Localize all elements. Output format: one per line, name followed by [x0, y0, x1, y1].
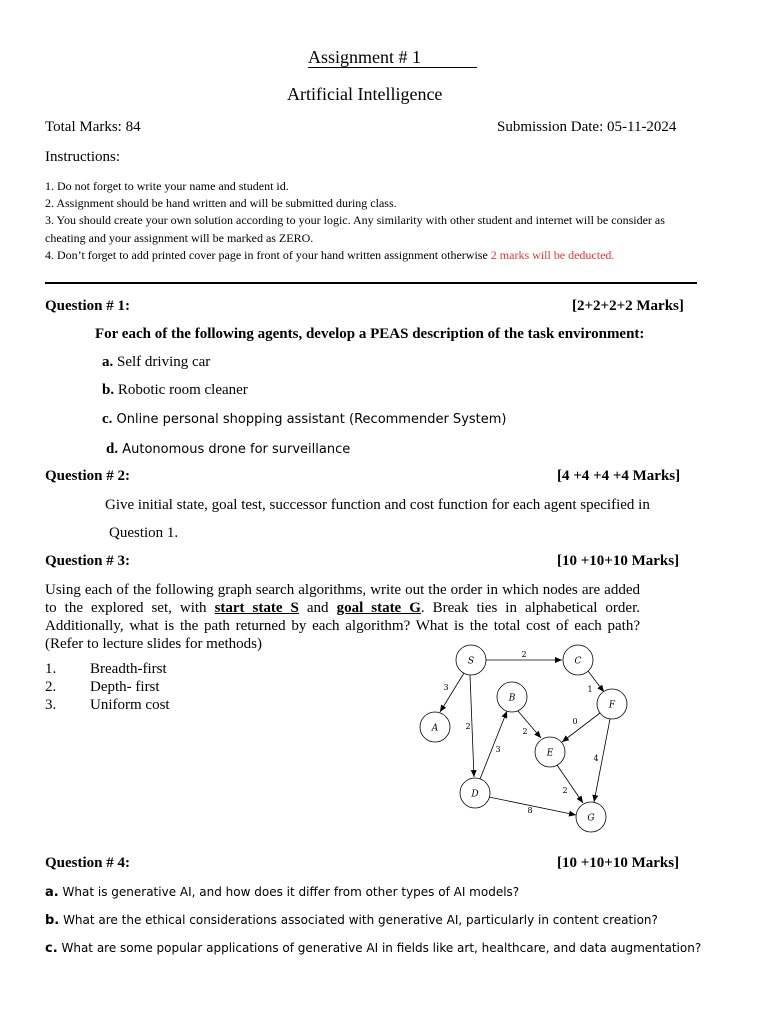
q1-item-d-text: Autonomous drone for surveillance — [118, 442, 351, 457]
node-c-label: C — [574, 656, 582, 667]
q2-line-2: Question 1. — [109, 525, 179, 541]
q3-goal-state: goal state G — [336, 600, 421, 616]
q3-paragraph-line-3: Additionally, what is the path returned by each algorithm? What is the total cost of each path? — [45, 618, 640, 634]
q3-p2-c: . Break ties in alphabetical order. — [420, 600, 640, 616]
q1-label: Question # 1: — [45, 298, 131, 314]
q1-item-d-letter: d. — [106, 441, 119, 457]
q4-item-c-letter: c. — [45, 941, 58, 956]
instructions-label: Instructions: — [45, 149, 120, 165]
q4-item-a — [45, 883, 519, 901]
q1-item-b-letter: b. — [102, 382, 115, 398]
q3-label: Question # 3: — [45, 553, 131, 569]
cost-s-d: 2 — [465, 722, 471, 731]
course-title: Artificial Intelligence — [287, 84, 443, 104]
cost-e-g: 2 — [562, 786, 568, 795]
q1-item-b-text: Robotic room cleaner — [114, 382, 248, 398]
q4-item-a-text: What is generative AI, and how does it differ from other types of AI models? — [58, 885, 520, 899]
instruction-3b: cheating and your assignment will be marked as ZERO. — [45, 231, 314, 245]
node-g-label: G — [587, 813, 595, 824]
cost-b-e: 2 — [522, 727, 528, 736]
instruction-1: 1. Do not forget to write your name and student id. — [45, 179, 289, 193]
q1-item-a-text: Self driving car — [113, 354, 211, 370]
q4-label: Question # 4: — [45, 855, 131, 871]
edge-b-e — [518, 711, 541, 738]
edge-s-d — [470, 675, 474, 777]
q4-item-a-letter: a. — [45, 885, 59, 900]
q2-marks: [4 +4 +4 +4 Marks] — [557, 468, 681, 484]
edge-f-e — [562, 713, 600, 742]
q1-item-c-letter: c. — [102, 411, 113, 427]
total-marks: Total Marks: 84 — [45, 119, 141, 135]
instruction-4-text: 4. Don’t forget to add printed cover page in front of your hand written assignment otherwise — [45, 248, 491, 262]
q3-list-text-3: Uniform cost — [90, 697, 170, 713]
cost-s-a: 3 — [443, 683, 449, 692]
cost-d-g: 8 — [527, 806, 533, 815]
q4-item-b — [45, 911, 658, 929]
q2-line-1: Give initial state, goal test, successor function and cost function for each agent specified in — [105, 497, 650, 513]
assignment-title-text: Assignment # 1 — [308, 47, 477, 68]
q3-marks: [10 +10+10 Marks] — [557, 553, 680, 569]
q3-paragraph-line-4: (Refer to lecture slides for methods) — [45, 636, 263, 652]
q1-item-c-text: Online personal shopping assistant (Recommender System) — [112, 412, 507, 427]
instruction-2: 2. Assignment should be hand written and will be submitted during class. — [45, 196, 397, 210]
instruction-3a: 3. You should create your own solution according to your logic. Any similarity with other student and internet will be consider as — [45, 213, 665, 227]
q1-marks: [2+2+2+2 Marks] — [572, 298, 684, 314]
q1-prompt: For each of the following agents, develop a PEAS description of the task environment: — [95, 326, 645, 342]
node-b-label: B — [508, 693, 516, 704]
node-e-label: E — [546, 748, 554, 759]
cost-s-c: 2 — [521, 650, 527, 659]
q4-item-c — [45, 939, 701, 957]
cost-c-f: 1 — [587, 685, 593, 694]
q3-start-state: start state S — [214, 600, 299, 616]
instruction-4-warning: 2 marks will be deducted. — [490, 248, 615, 262]
q3-list-text-2: Depth- first — [90, 679, 160, 695]
cost-f-g: 4 — [593, 754, 599, 763]
cost-f-e: 0 — [572, 717, 578, 726]
edge-s-a — [440, 673, 464, 712]
cost-d-b: 3 — [495, 745, 501, 754]
q2-label: Question # 2: — [45, 468, 131, 484]
node-a-label: A — [431, 723, 439, 734]
q3-list-num-2: 2. — [45, 679, 57, 695]
q3-list-text-1: Breadth-first — [90, 661, 167, 677]
q3-paragraph-line-1: Using each of the following graph search algorithms, write out the order in which nodes are added — [45, 582, 640, 598]
edge-d-b — [480, 711, 507, 779]
q4-item-b-text: What are the ethical considerations associated with generative AI, particularly in content creation? — [59, 913, 658, 927]
q1-item-a-letter: a. — [102, 354, 114, 370]
q4-marks: [10 +10+10 Marks] — [557, 855, 680, 871]
node-f-label: F — [608, 700, 616, 711]
q3-list-num-1: 1. — [45, 661, 57, 677]
q3-p2-a: to the explored set, with — [45, 600, 215, 616]
q3-list-num-3: 3. — [45, 697, 57, 713]
q4-item-c-text: What are some popular applications of generative AI in fields like art, healthcare, and data augmentation? — [57, 941, 702, 955]
node-d-label: D — [471, 789, 479, 800]
q3-p2-b: and — [298, 600, 337, 616]
edge-e-g — [557, 765, 583, 803]
submission-date: Submission Date: 05-11-2024 — [497, 119, 677, 135]
q4-item-b-letter: b. — [45, 913, 60, 928]
node-s-label: S — [467, 656, 475, 667]
